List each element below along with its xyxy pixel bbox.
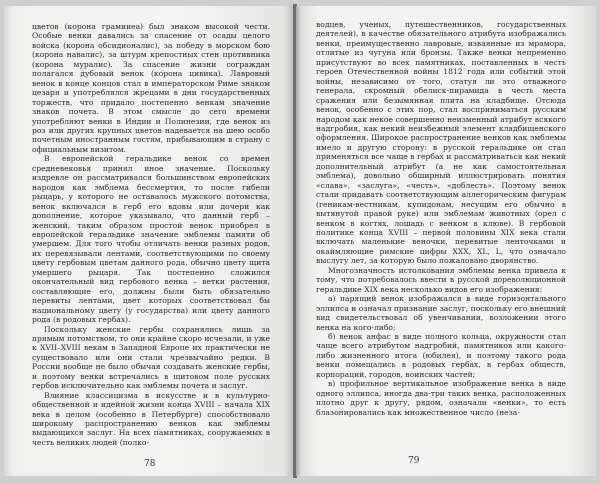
right-paragraph-2: Многозначность истолкования эмблемы венка привела к тому, что потребовалось ввести в русской дореволюционной геральдике XIX века несколько видов его изображения: bbox=[316, 265, 566, 294]
right-list-item-c: в) профильное вертикальное изображение венка в виде одного эллипса, иногда два-три таких венка, расположенных плотно друг к другу, рядом, означали «венки», то есть блазонировались как множественное число (неза- bbox=[316, 379, 566, 417]
left-paragraph-3: Поскольку женские гербы сохранялись лишь за прямым потомством, то они крайне скоро исчезали, и уже к XVII–XVIII векам в Западной Европе их практически не существовало или они стали чрезвычайно редки. В России вообще не было обычая создавать женские гербы, и поэтому венки встречались в щитовом поле русских гербов исключительно как эмблемы почета и заслуг. bbox=[32, 324, 270, 391]
right-paragraph-1: водцев, ученых, путешественников, государственных деятелей), в качестве обязательного атрибута изображались венки, преимущественно лавровые, изваянные из мрамора, отлитые из чугуна или бронзы. Также венки непременно присутствуют во всех памятниках, поставленных в честь героев Отечественной войны 1812 года или событий этой войны, независимо от того, статуя ли это отважного генерала, скромный обелиск-пирамида в честь места сражения или безымянная плита на кладбище. Отсюда венок, особенно с этих пор, стал восприниматься русским народом как некое совершенно неизменный атрибут всякого надгробия, как некий неизбежный элемент кладбищенского оформления. Широкое распространение венков как эмблемы имело и другую сторону: в русской геральдике он стал применяться все чаще в гербах и рассматриваться как некий дополнительный атрибут (а не как самостоятельная эмблема), довольно обширный иллюстрировать понятия «слава», «заслуга», «честь», «доблесть». Поэтому венок стали придавать соответствующим аллегорическим фигурам (геникам-вестникам, купидонам, несущим его обычно в вытянутой правой руке) или эмблемам животных (орел с венком в когтях, лошадь с венком в клюве). В гербовой политике конца XVIII – первой половины XIX века стали включать маленькие веночки, перевитые ленточками и окаймляющие римские цифры XXX, XL, L, что означало выслугу лет, за которую было пожаловано дворянство. bbox=[316, 20, 566, 266]
left-page-body bbox=[32, 22, 270, 447]
left-paragraph-1: цветов (корона грамииеа) был знаком высокой чести. Особые венки давались за спасение от осады целого войска (корона обсидионалис), за победу в морском бою (корона навалис), за штурм крепостных стен противника (корона муралис). За спасение жизни сограждан полагался дубовый венок (корона цивика). Лавровый венок в конце концов стал в императорском Риме знаком цезаря и употреблялся жрецами в дни государственных торжеств, что придало постепенно венкам значение знаков почета. В этом смысле до сего времени употребляют венки в Индии и Полинезии, где венок из роз или других крупных цветов надевается на шею особо почетным иностранным гостям, прибывающим в страну с официальным визитом. bbox=[32, 22, 270, 154]
right-page bbox=[296, 6, 596, 476]
left-paragraph-4: Влияние классицизма в искусстве и в культурно-общественной и идейной жизни конца XVIII – начала XIX века в целом (особенно в Петербурге) способствовало широкому распространению венков как эмблемы выдающихся заслуг. На всех памятниках, сооружаемых в честь великих людей (полко- bbox=[32, 390, 270, 447]
right-list-item-b: б) венок анфас в виде полного кольца, окружности стал чаще всего атрибутом надгробий, памятников или какого-либо жизненного итога (юбилея), и поэтому такого рода венки помещались в родовых гербах, в гербах обществ, корпораций, городов, воинских частей; bbox=[316, 331, 566, 379]
right-page-number: 79 bbox=[408, 456, 420, 466]
left-page-number: 78 bbox=[144, 459, 156, 469]
left-paragraph-2: В европейской геральдике венок со времен средневековья принял иное значение. Поскольку издревле он рассматривался большинством европейских народов как эмблема бессмертия, то после гибели рыцарь, у которого не оставалось мужского потомства, венок включался в герб его вдовы или дочери как дополнение, которое указывало, что данный герб – женский, таким образом простой венок приобрел в европейской геральдике значение эмблемы памяти об умершем. Для того чтобы отличать венки разных родов, их перевязывали лентами, соответствующими по своему цвету гербовым цветам данного рода, обычно цвету щита умершего рыцаря. Так постепенно сложился окончательный вид гербового венка – ветки растения, составляющие его, должны были быть обязательно перевиты лентами, цвет которых соответствовал бы национальному цвету (у государства) или цвету данного рода (в родовых гербах). bbox=[32, 154, 270, 325]
right-page-body bbox=[316, 20, 566, 417]
left-page bbox=[4, 6, 295, 476]
right-list-item-a: а) парящий венок изображался в виде горизонтального эллипса и означал признание заслуг, поскольку его внешний вид свидетельствовал об увенчивании, возложении этого венка на кого-либо; bbox=[316, 294, 566, 332]
